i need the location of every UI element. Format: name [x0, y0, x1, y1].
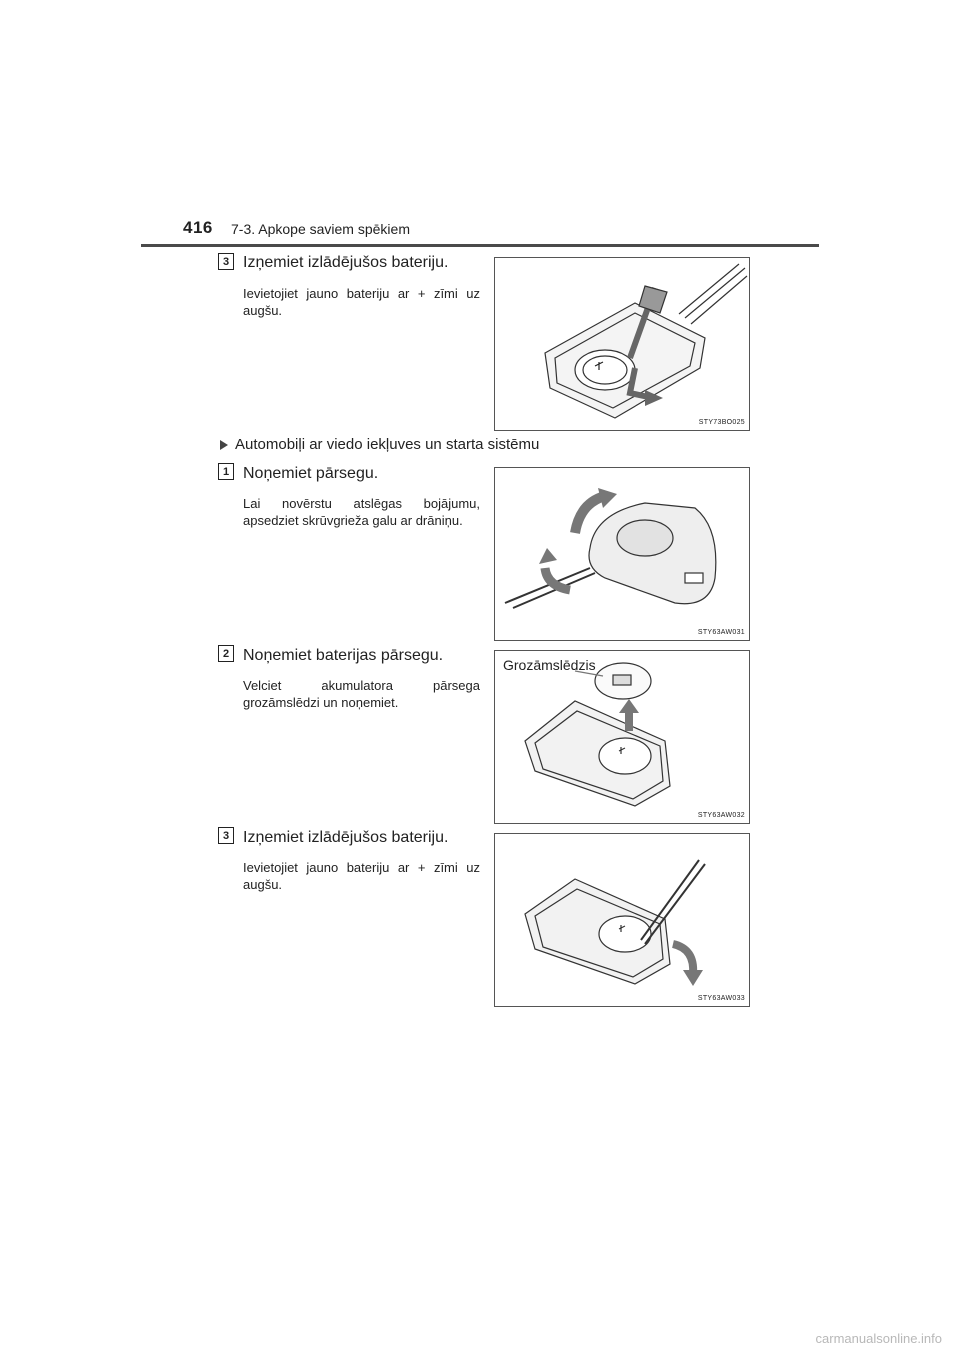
step-title: Noņemiet pārsegu. [243, 465, 379, 482]
figure-callout-label: Grozāmslēdzis [503, 657, 596, 673]
figure-code: STY73BO025 [698, 419, 745, 426]
figure-battery-removal-smart-key [494, 833, 750, 1007]
step-badge: 3 [218, 253, 234, 270]
step-badge: 2 [218, 645, 234, 662]
step-text: Lai novērstu atslēgas bojājumu, apsedziet skrūvgrieža galu ar drāniņu. [243, 496, 480, 528]
figure-code: STY63AW032 [697, 812, 745, 819]
step-title: Izņemiet izlādējušos bateriju. [243, 829, 449, 846]
triangle-bullet-icon [220, 440, 228, 450]
smart-key-cover-illustration [495, 468, 749, 640]
smart-entry-heading-text: Automobiļi ar viedo iekļuves un starta sistēmu [235, 436, 540, 453]
step-text: Ievietojiet jauno bateriju ar + zīmi uz augšu. [243, 286, 480, 318]
smart-entry-heading [220, 436, 539, 453]
step-badge: 1 [218, 463, 234, 480]
step-title: Izņemiet izlādējušos bateriju. [243, 254, 449, 271]
step-badge: 3 [218, 827, 234, 844]
watermark: carmanualsonline.info [815, 1331, 942, 1346]
smart-key-battery-illustration [495, 834, 749, 1006]
figure-code: STY63AW031 [697, 629, 745, 636]
battery-cover-illustration [495, 651, 749, 823]
figure-remove-cover [494, 467, 750, 641]
figure-battery-cover [494, 650, 750, 824]
key-battery-illustration [495, 258, 749, 430]
page-number: 416 [183, 218, 213, 237]
step-text: Ievietojiet jauno bateriju ar + zīmi uz augšu. [243, 860, 480, 892]
section-title: 7-3. Apkope saviem spēkiem [231, 221, 410, 237]
figure-battery-removal-key [494, 257, 750, 431]
step-title: Noņemiet baterijas pārsegu. [243, 647, 444, 664]
step-text: Velciet akumulatora pārsega grozāmslēdzi un noņemiet. [243, 678, 480, 710]
figure-code: STY63AW033 [697, 995, 745, 1002]
header-divider [141, 244, 819, 247]
